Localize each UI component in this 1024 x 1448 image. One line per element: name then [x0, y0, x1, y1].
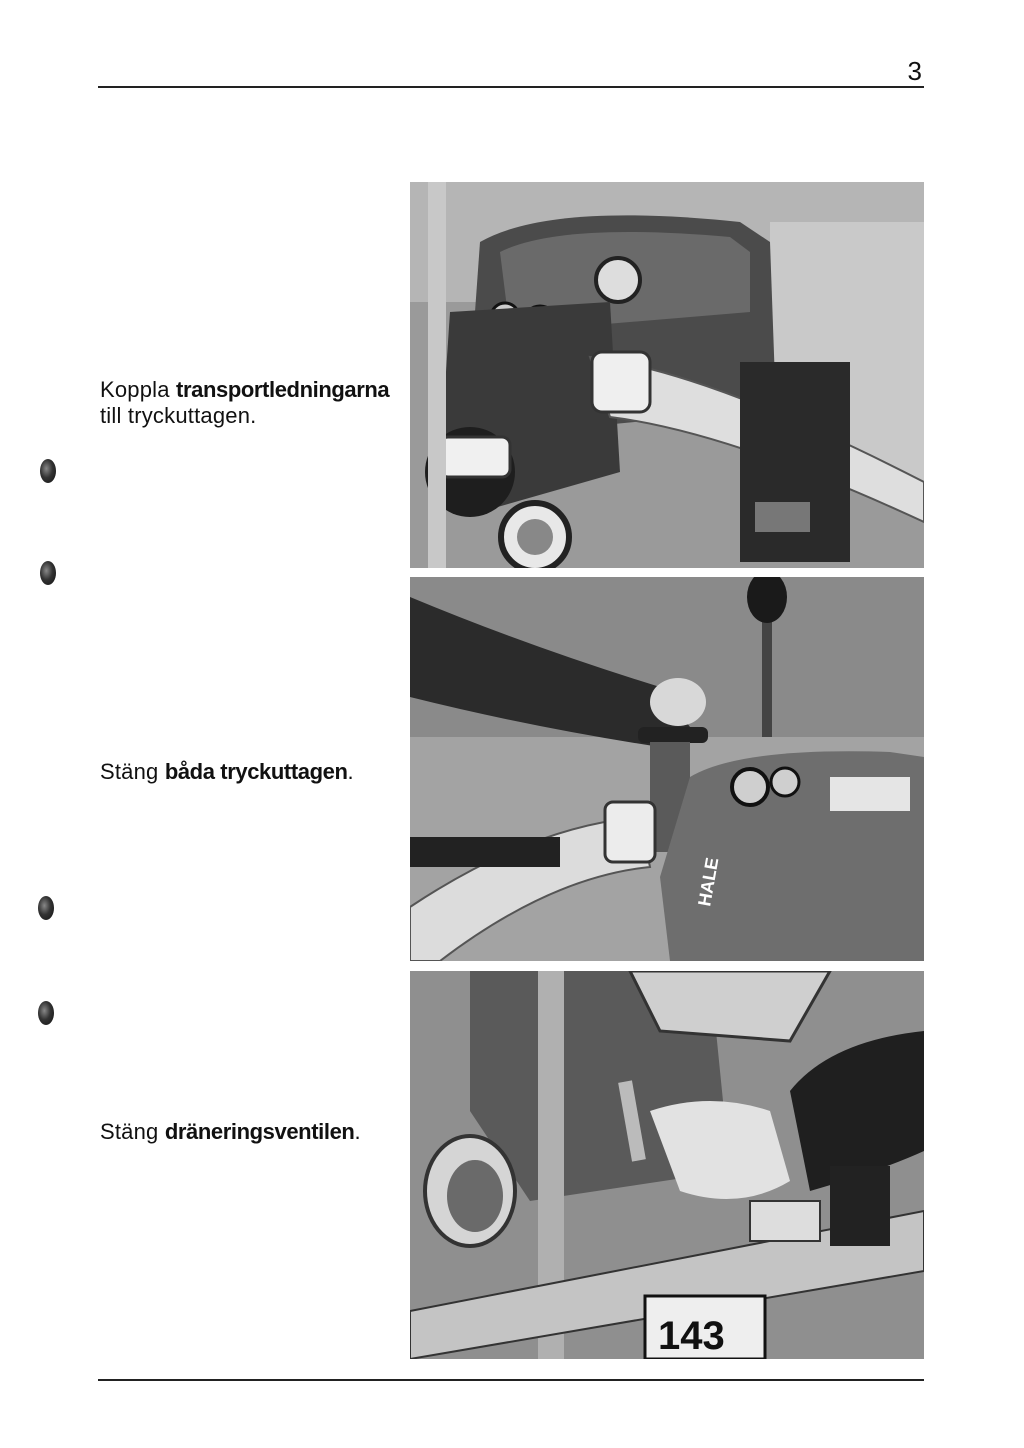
step-3-bold: dräneringsventilen: [164, 1119, 355, 1144]
step-2-caption: [100, 759, 354, 785]
step-1-prefix: Koppla: [100, 377, 177, 402]
punch-hole: [40, 561, 56, 585]
closing-drain-valve-photo: [410, 971, 924, 1359]
step-1-caption: [100, 377, 389, 429]
bottom-rule: [98, 1379, 924, 1381]
step-3-prefix: Stäng: [100, 1119, 165, 1144]
pump-hose-connection-photo: [410, 182, 924, 568]
step-1-line2: till tryckuttagen.: [100, 403, 257, 428]
step-2-prefix: Stäng: [100, 759, 165, 784]
step-1-bold: transportledningarna: [176, 377, 390, 402]
step-3-suffix: .: [354, 1119, 361, 1144]
step-2-suffix: .: [347, 759, 354, 784]
punch-hole: [38, 896, 54, 920]
license-plate-text: 143: [658, 1314, 725, 1358]
step-2-bold: båda tryckuttagen: [164, 759, 348, 784]
punch-hole: [40, 459, 56, 483]
page-number: 3: [907, 56, 922, 86]
pump-brand-label: HALE: [694, 855, 723, 908]
closing-pressure-outlets-photo: [410, 577, 924, 961]
punch-hole: [38, 1001, 54, 1025]
top-rule: [98, 86, 924, 88]
step-3-caption: [100, 1119, 361, 1145]
